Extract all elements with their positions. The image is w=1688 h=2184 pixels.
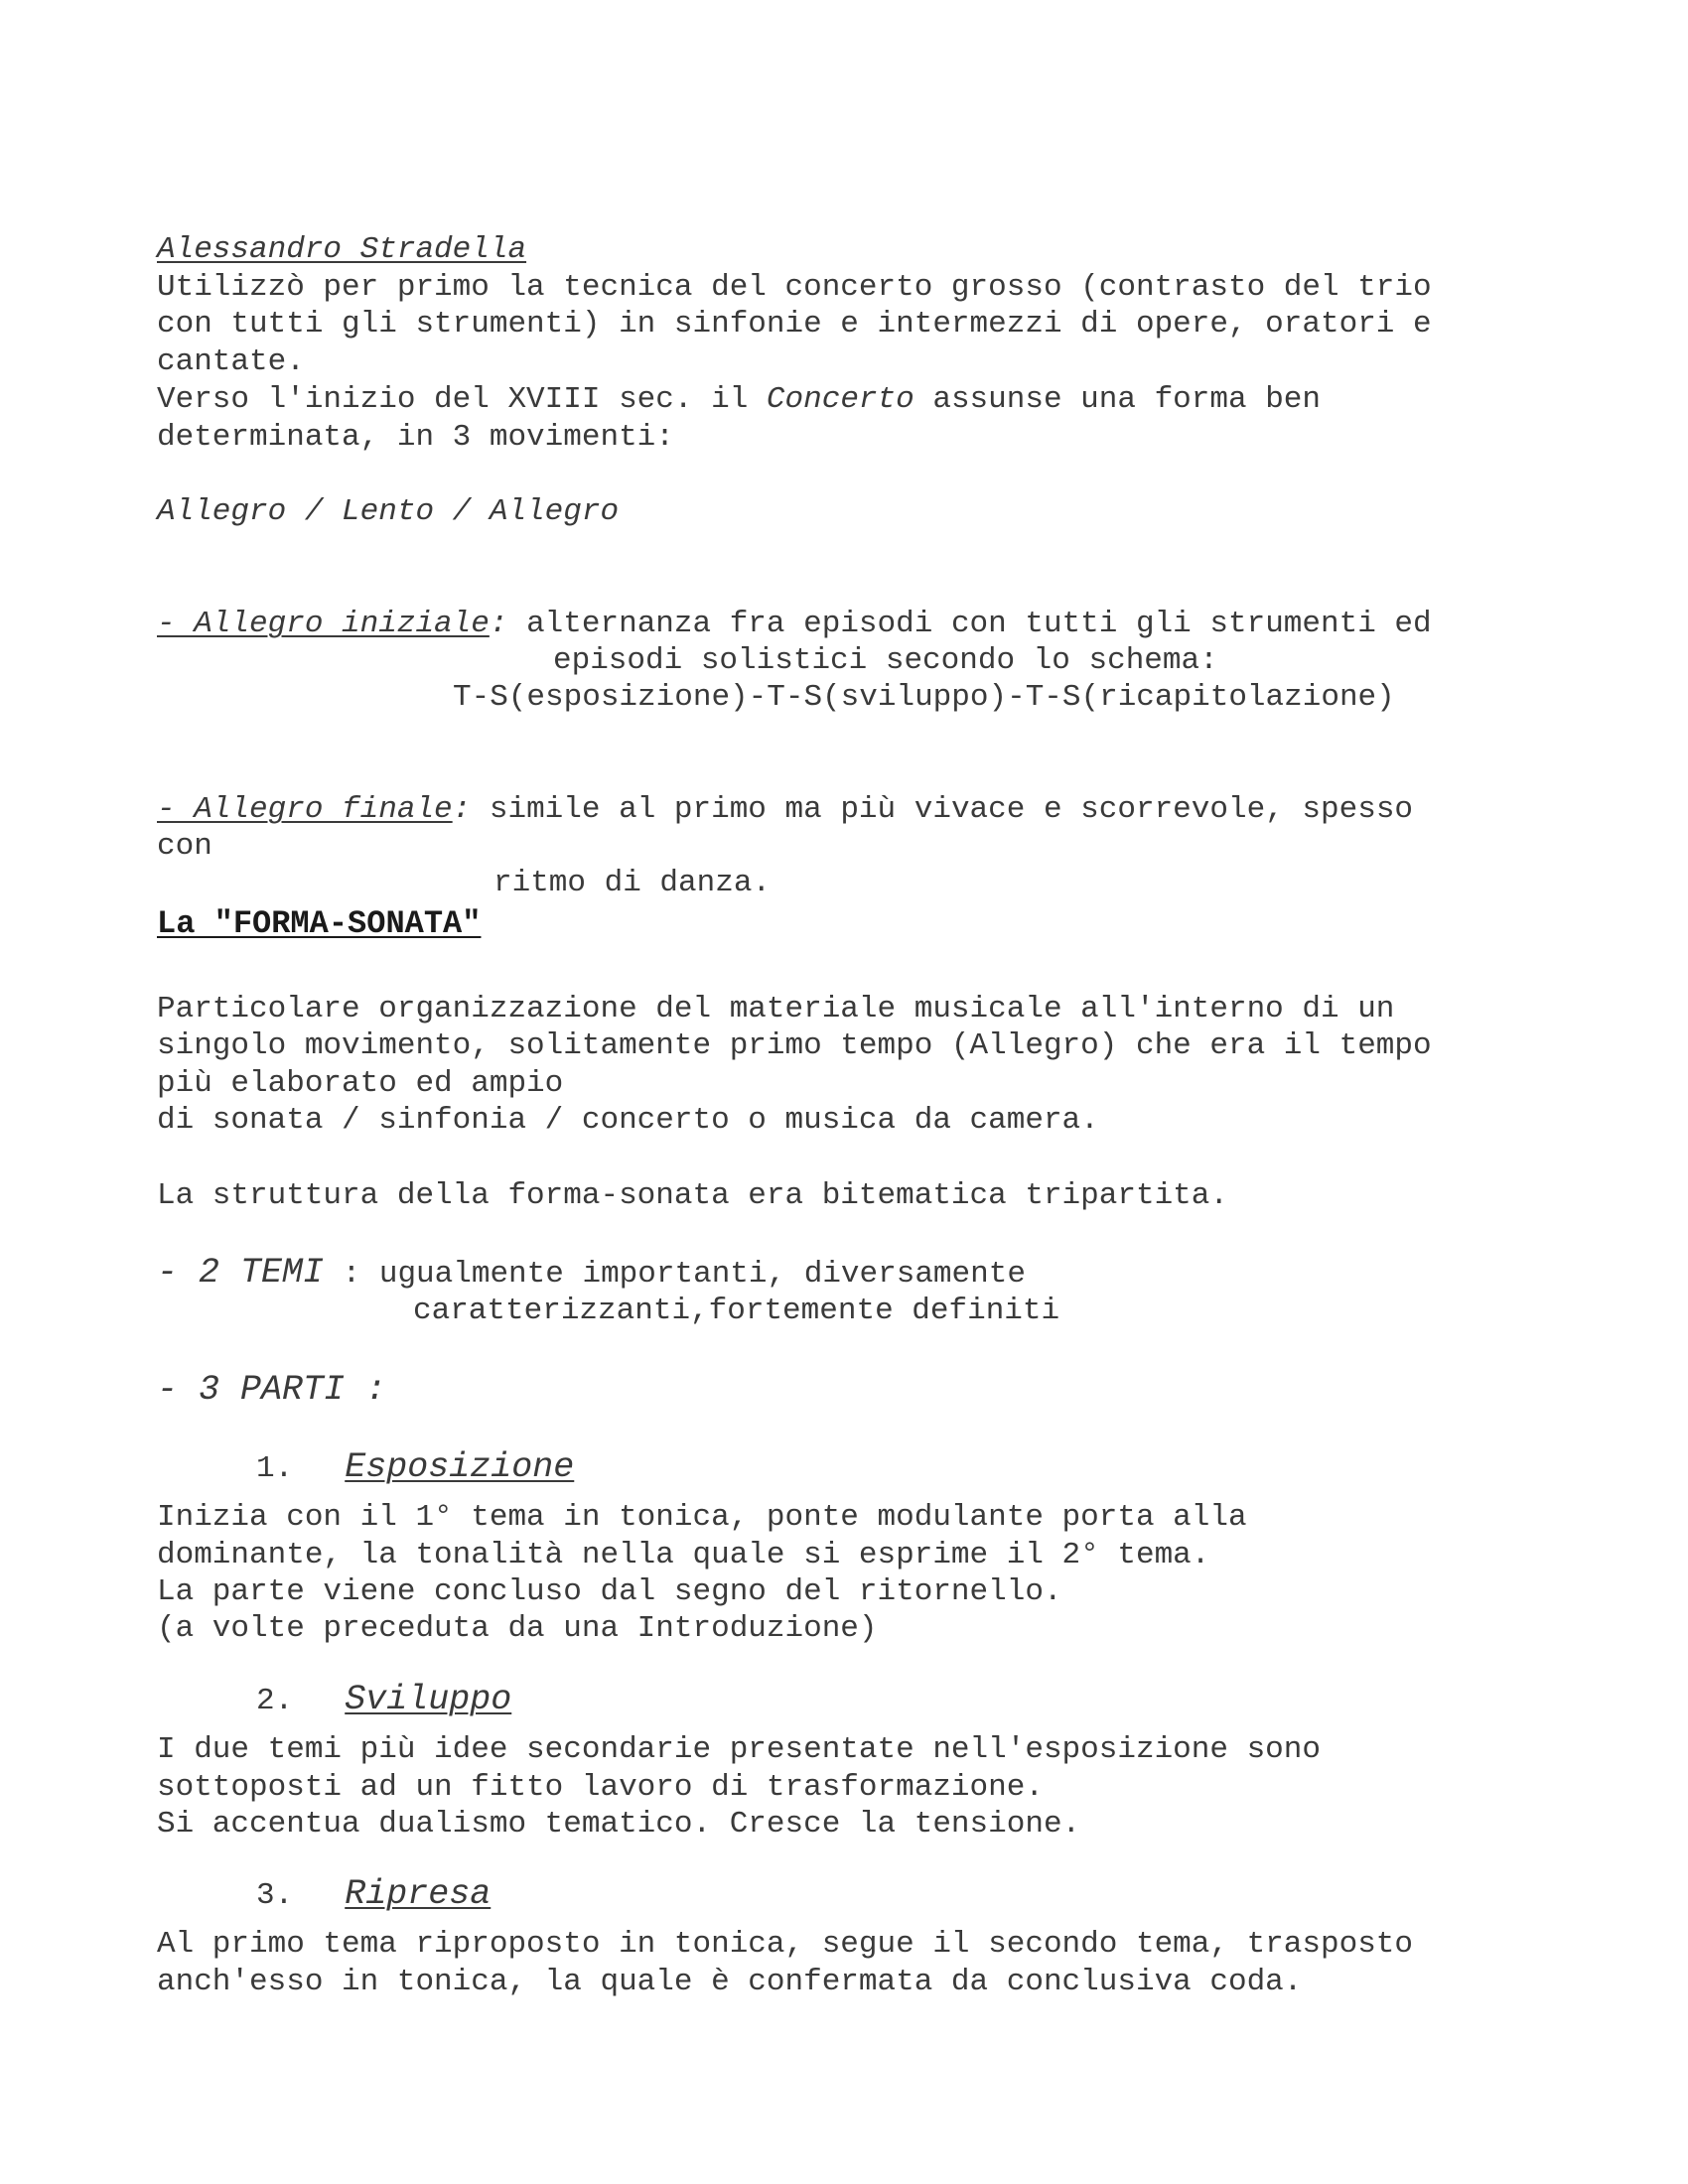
paragraph-line: cantate. [157,344,305,379]
schema-line: T-S(esposizione)-T-S(sviluppo)-T-S(ricapitolazione) [453,680,1395,715]
temi-line [157,1255,1026,1294]
part-title: Sviluppo [345,1680,512,1719]
part-title: Ripresa [345,1874,492,1914]
text-span: : ugualmente importanti, diversamente [324,1257,1026,1292]
part-number: 1. [256,1451,294,1486]
allegro-finale-label: - Allegro finale [157,792,453,827]
paragraph-line: Inizia con il 1° tema in tonica, ponte modulante porta alla [157,1500,1247,1535]
part-heading [256,1876,491,1915]
paragraph-line: I due temi più idee secondarie presentate nell'esposizione sono [157,1732,1321,1767]
paragraph-line: singolo movimento, solitamente primo tempo (Allegro) che era il tempo [157,1028,1432,1063]
paragraph-line: episodi solistici secondo lo schema: [553,643,1218,678]
concerto-term: Concerto [766,382,914,417]
part-number: 3. [256,1878,294,1913]
part-number: 2. [256,1684,294,1718]
paragraph-line: determinata, in 3 movimenti: [157,420,674,455]
allegro-finale-line [157,791,1413,829]
paragraph-line: Al primo tema riproposto in tonica, segue il secondo tema, trasposto [157,1927,1414,1962]
paragraph-line: (a volte preceduta da una Introduzione) [157,1611,878,1646]
parti-label: - 3 PARTI : [157,1370,387,1410]
text-span: simile al primo ma più vivace e scorrevole, spesso [471,792,1414,827]
text-span: alternanza fra episodi con tutti gli strumenti ed [507,607,1432,641]
part-heading [256,1449,574,1488]
paragraph-line: dominante, la tonalità nella quale si esprime il 2° tema. [157,1538,1210,1572]
movements-line: Allegro / Lento / Allegro [157,494,620,529]
colon: : [489,607,508,641]
paragraph-line: caratterizzanti,fortemente definiti [413,1294,1060,1328]
author-heading: Alessandro Stradella [157,232,527,267]
paragraph-line: con tutti gli strumenti) in sinfonie e intermezzi di opere, oratori e [157,307,1432,341]
forma-sonata-heading: La "FORMA-SONATA" [157,905,482,942]
temi-label: - 2 TEMI [157,1253,325,1293]
part-title: Esposizione [345,1447,575,1487]
paragraph-line: ritmo di danza. [493,866,772,900]
paragraph-line: più elaborato ed ampio [157,1066,564,1101]
colon: : [452,792,472,827]
text-span: Verso l'inizio del XVIII sec. il [157,382,767,417]
paragraph-line: Utilizzò per primo la tecnica del concerto grosso (contrasto del trio [157,270,1432,305]
paragraph-line: Particolare organizzazione del materiale musicale all'interno di un [157,992,1395,1026]
allegro-iniziale-label: - Allegro iniziale [157,607,490,641]
paragraph-line: sottoposti ad un fitto lavoro di trasformazione. [157,1770,1044,1805]
paragraph-line: Si accentua dualismo tematico. Cresce la tensione. [157,1807,1081,1842]
allegro-iniziale-line [157,606,1432,643]
paragraph-line: La struttura della forma-sonata era bitematica tripartita. [157,1178,1228,1213]
paragraph-line: di sonata / sinfonia / concerto o musica da camera. [157,1103,1099,1138]
paragraph-line: anch'esso in tonica, la quale è confermata da conclusiva coda. [157,1965,1303,1999]
paragraph-line: La parte viene concluso dal segno del ritornello. [157,1574,1062,1609]
text-span: assunse una forma ben [914,382,1322,417]
paragraph-line [157,381,1321,419]
paragraph-line: con [157,829,212,864]
part-heading [256,1682,511,1720]
